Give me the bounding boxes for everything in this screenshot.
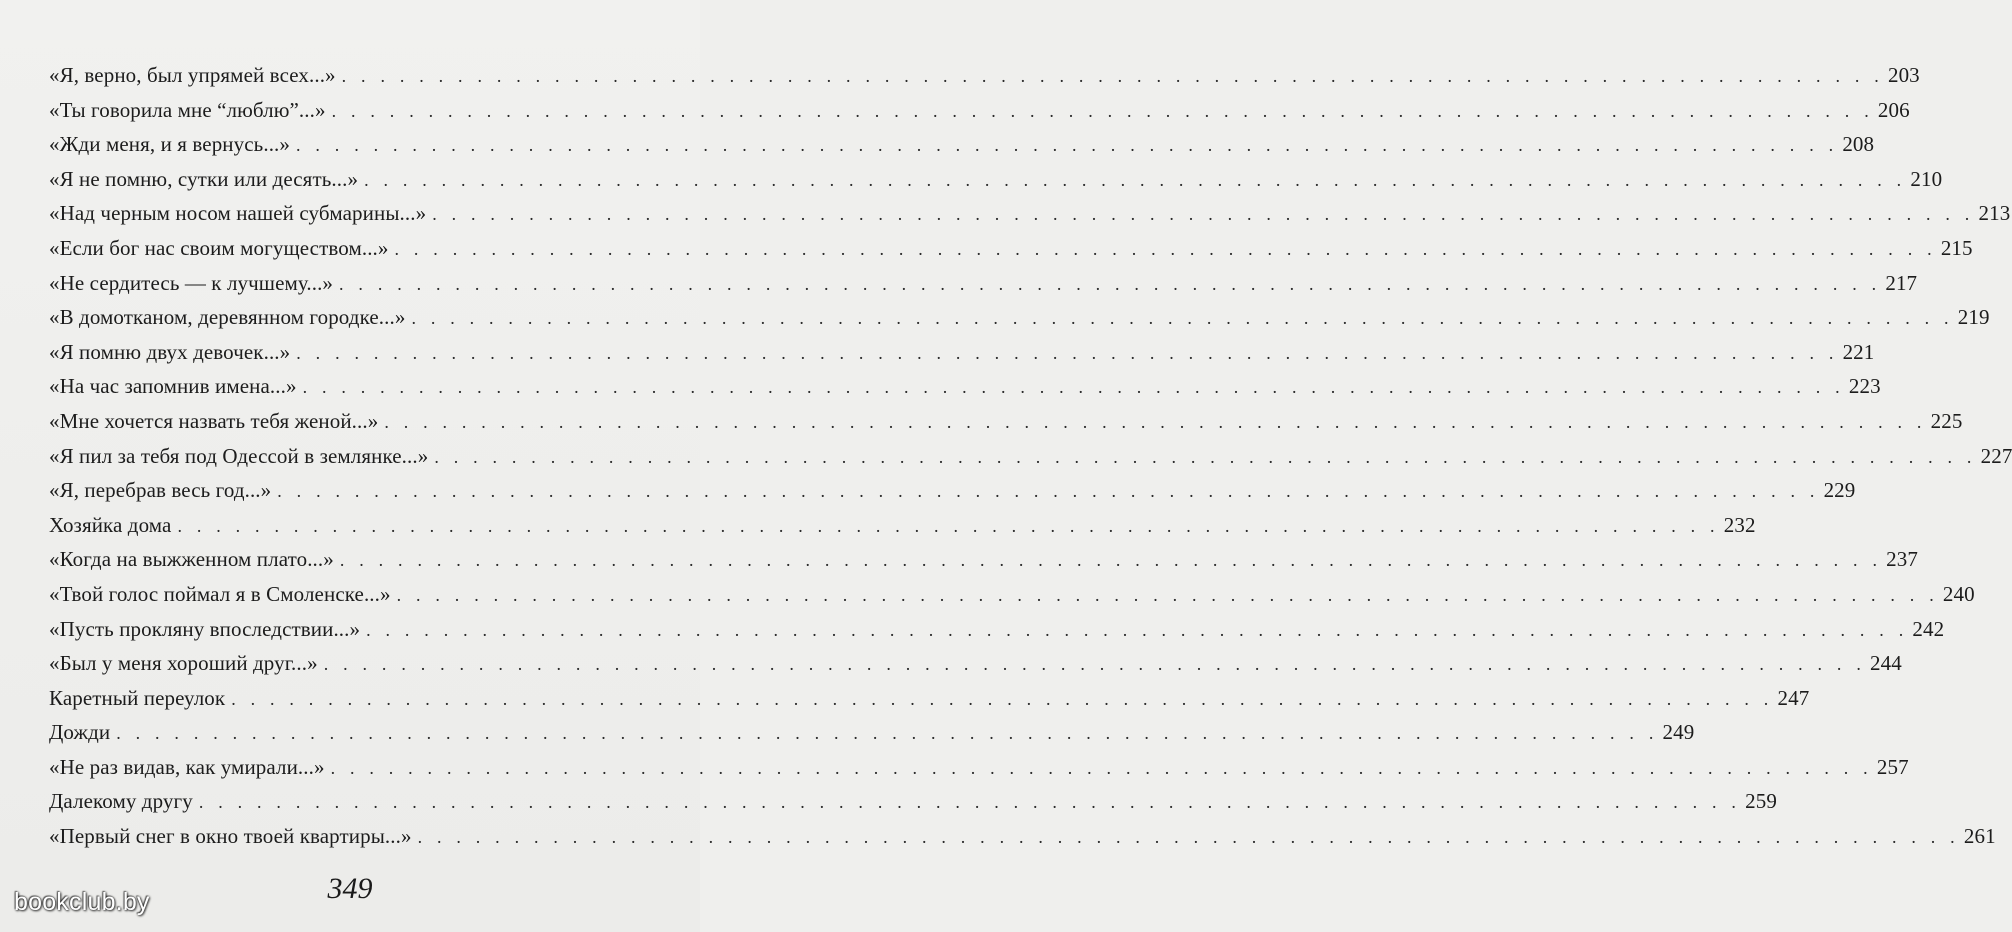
toc-entry-title: «Я пил за тебя под Одессой в землянке...» [49, 443, 429, 468]
toc-entry [49, 127, 1875, 162]
dot-leader: . . . . . . . . . . . . . . . . . . . . . . . . . . . . . . . . . . . . . . . . . . . . . . . . . . . . . . . . . . . . . . . . . . . . . . . . . . . . . . . . [339, 273, 1882, 294]
toc-entry-title: Дожди [49, 720, 111, 745]
dot-leader: . . . . . . . . . . . . . . . . . . . . . . . . . . . . . . . . . . . . . . . . . . . . . . . . . . . . . . . . . . . . . . . . . . . . . . . . . . . . . . . . [198, 792, 1742, 813]
dot-leader: . . . . . . . . . . . . . . . . . . . . . . . . . . . . . . . . . . . . . . . . . . . . . . . . . . . . . . . . . . . . . . . . . . . . . . . . . . . . . . . . [331, 100, 1874, 121]
dot-leader: . . . . . . . . . . . . . . . . . . . . . . . . . . . . . . . . . . . . . . . . . . . . . . . . . . . . . . . . . . . . . . . . . . . . . . . . . . . . . . . . [417, 827, 1960, 848]
toc-entry [49, 404, 1963, 439]
toc-entry [49, 715, 1695, 750]
toc-entry-page: 213 [1978, 201, 2011, 226]
dot-leader: . . . . . . . . . . . . . . . . . . . . . . . . . . . . . . . . . . . . . . . . . . . . . . . . . . . . . . . . . . . . . . . . . . . . . . . . . . . . . . . . [277, 481, 1820, 502]
dot-leader: . . . . . . . . . . . . . . . . . . . . . . . . . . . . . . . . . . . . . . . . . . . . . . . . . . . . . . . . . . . . . . . . . . . . . . . . . . . . . . . . [432, 204, 1975, 225]
dot-leader: . . . . . . . . . . . . . . . . . . . . . . . . . . . . . . . . . . . . . . . . . . . . . . . . . . . . . . . . . . . . . . . . . . . . . . . . . . . . . . . . [364, 169, 1907, 190]
toc-entry-page: 229 [1823, 478, 1856, 503]
toc-entry-title: Хозяйка дома [49, 512, 172, 537]
toc-entry-title: «Пусть прокляну впоследствии...» [49, 616, 361, 641]
toc-entry [49, 577, 1975, 612]
toc-entry-page: 225 [1930, 408, 1963, 433]
toc-entry-page: 240 [1942, 581, 1975, 606]
toc-entry-title: «Я, верно, был упрямей всех...» [49, 63, 336, 87]
toc-entry-page: 217 [1885, 270, 1918, 295]
toc-entry-title: «Не сердитесь — к лучшему...» [49, 270, 334, 295]
toc-entry-page: 232 [1723, 512, 1756, 537]
site-watermark: bookclub.by [14, 888, 150, 916]
toc-entry-page: 237 [1886, 547, 1918, 572]
toc-entry [49, 300, 1990, 335]
toc-entry-page: 257 [1876, 754, 1909, 779]
toc-entry [49, 369, 1881, 404]
page-number: 349 [327, 872, 373, 905]
toc-entry [49, 266, 1918, 301]
toc-entry-page: 221 [1842, 339, 1875, 364]
dot-leader: . . . . . . . . . . . . . . . . . . . . . . . . . . . . . . . . . . . . . . . . . . . . . . . . . . . . . . . . . . . . . . . . . . . . . . . . . . . . . . . . [394, 238, 1937, 259]
toc-entry-title: «Когда на выжженном плато...» [49, 547, 334, 572]
toc-entry [49, 473, 1856, 508]
toc-entry [49, 162, 1943, 197]
dot-leader: . . . . . . . . . . . . . . . . . . . . . . . . . . . . . . . . . . . . . . . . . . . . . . . . . . . . . . . . . . . . . . . . . . . . . . . . . . . . . . . . [366, 619, 1909, 640]
toc-entry-page: 244 [1870, 651, 1902, 676]
toc-entry [49, 646, 1902, 681]
dot-leader: . . . . . . . . . . . . . . . . . . . . . . . . . . . . . . . . . . . . . . . . . . . . . . . . . . . . . . . . . . . . . . . . . . . . . . . . . . . . . . . . [384, 411, 1927, 432]
toc-entry [49, 819, 1996, 854]
toc-entry-title: Далекому другу [49, 789, 193, 814]
toc-entry-page: 259 [1745, 789, 1777, 814]
toc-entry-page: 227 [1980, 443, 2012, 468]
dot-leader: . . . . . . . . . . . . . . . . . . . . . . . . . . . . . . . . . . . . . . . . . . . . . . . . . . . . . . . . . . . . . . . . . . . . . . . . . . . . . . . . [341, 66, 1884, 86]
toc-entry [49, 231, 1973, 266]
table-of-contents [49, 58, 2012, 854]
toc-entry-title: «Если бог нас своим могуществом...» [49, 235, 389, 260]
dot-leader: . . . . . . . . . . . . . . . . . . . . . . . . . . . . . . . . . . . . . . . . . . . . . . . . . . . . . . . . . . . . . . . . . . . . . . . . . . . . . . . . [323, 654, 1867, 675]
dot-leader: . . . . . . . . . . . . . . . . . . . . . . . . . . . . . . . . . . . . . . . . . . . . . . . . . . . . . . . . . . . . . . . . . . . . . . . . . . . . . . . . [396, 584, 1939, 605]
toc-entry [49, 196, 2011, 231]
toc-entry-title: «Я помню двух девочек...» [49, 339, 291, 364]
dot-leader: . . . . . . . . . . . . . . . . . . . . . . . . . . . . . . . . . . . . . . . . . . . . . . . . . . . . . . . . . . . . . . . . . . . . . . . . . . . . . . . . [330, 757, 1873, 778]
toc-entry-title: «Жди меня, и я вернусь...» [49, 132, 290, 157]
dot-leader: . . . . . . . . . . . . . . . . . . . . . . . . . . . . . . . . . . . . . . . . . . . . . . . . . . . . . . . . . . . . . . . . . . . . . . . . . . . . . . . . [411, 308, 1954, 329]
toc-entry-title: «Ты говорила мне “люблю”...» [49, 97, 326, 122]
dot-leader: . . . . . . . . . . . . . . . . . . . . . . . . . . . . . . . . . . . . . . . . . . . . . . . . . . . . . . . . . . . . . . . . . . . . . . . . . . . . . . . . [231, 688, 1774, 709]
toc-entry-title: «Мне хочется назвать тебя женой...» [49, 408, 379, 433]
toc-entry-page: 249 [1662, 720, 1695, 745]
dot-leader: . . . . . . . . . . . . . . . . . . . . . . . . . . . . . . . . . . . . . . . . . . . . . . . . . . . . . . . . . . . . . . . . . . . . . . . . . . . . . . . . [296, 342, 1839, 363]
toc-entry [49, 508, 1756, 543]
toc-entry-page: 242 [1912, 616, 1945, 641]
toc-entry-title: Каретный переулок [49, 685, 226, 710]
toc-entry [49, 784, 1777, 819]
toc-entry-page: 219 [1957, 305, 1990, 330]
toc-entry-page: 247 [1777, 685, 1810, 710]
toc-entry-page: 261 [1963, 824, 1996, 849]
toc-entry-title: «Я, перебрав весь год...» [49, 478, 272, 503]
toc-entry [49, 93, 1910, 128]
toc-entry-page: 215 [1940, 235, 1973, 260]
toc-entry-page: 203 [1887, 63, 1920, 87]
dot-leader: . . . . . . . . . . . . . . . . . . . . . . . . . . . . . . . . . . . . . . . . . . . . . . . . . . . . . . . . . . . . . . . . . . . . . . . . . . . . . . . . [434, 446, 1977, 467]
toc-entry [49, 681, 1810, 716]
toc-entry-page: 210 [1910, 166, 1943, 191]
toc-entry-title: «Я не помню, сутки или десять...» [49, 166, 359, 191]
toc-entry-title: «Не раз видав, как умирали...» [49, 754, 325, 779]
toc-entry [49, 750, 1909, 785]
toc-entry [49, 335, 1875, 370]
dot-leader: . . . . . . . . . . . . . . . . . . . . . . . . . . . . . . . . . . . . . . . . . . . . . . . . . . . . . . . . . . . . . . . . . . . . . . . . . . . . . . . . [116, 723, 1659, 744]
toc-entry-title: «Над черным носом нашей субмарины...» [49, 201, 427, 226]
dot-leader: . . . . . . . . . . . . . . . . . . . . . . . . . . . . . . . . . . . . . . . . . . . . . . . . . . . . . . . . . . . . . . . . . . . . . . . . . . . . . . . . [296, 135, 1839, 156]
toc-entry-title: «Первый снег в окно твоей квартиры...» [49, 824, 412, 849]
toc-entry-title: «Был у меня хороший друг...» [49, 651, 318, 676]
toc-entry [49, 612, 1945, 647]
toc-entry-page: 223 [1848, 374, 1881, 399]
toc-entry [49, 58, 1920, 93]
toc-entry-title: «Твой голос поймал я в Смоленске...» [49, 581, 391, 606]
toc-entry [49, 439, 2012, 474]
dot-leader: . . . . . . . . . . . . . . . . . . . . . . . . . . . . . . . . . . . . . . . . . . . . . . . . . . . . . . . . . . . . . . . . . . . . . . . . . . . . . . . . [339, 550, 1883, 571]
toc-entry-page: 208 [1842, 132, 1875, 157]
toc-entry-page: 206 [1877, 97, 1910, 122]
dot-leader: . . . . . . . . . . . . . . . . . . . . . . . . . . . . . . . . . . . . . . . . . . . . . . . . . . . . . . . . . . . . . . . . . . . . . . . . . . . . . . . . [302, 377, 1845, 398]
toc-entry-title: «В домотканом, деревянном городке...» [49, 305, 406, 330]
toc-entry-title: «На час запомнив имена...» [49, 374, 297, 399]
dot-leader: . . . . . . . . . . . . . . . . . . . . . . . . . . . . . . . . . . . . . . . . . . . . . . . . . . . . . . . . . . . . . . . . . . . . . . . . . . . . . . . . [177, 515, 1720, 536]
toc-entry [49, 542, 1918, 577]
